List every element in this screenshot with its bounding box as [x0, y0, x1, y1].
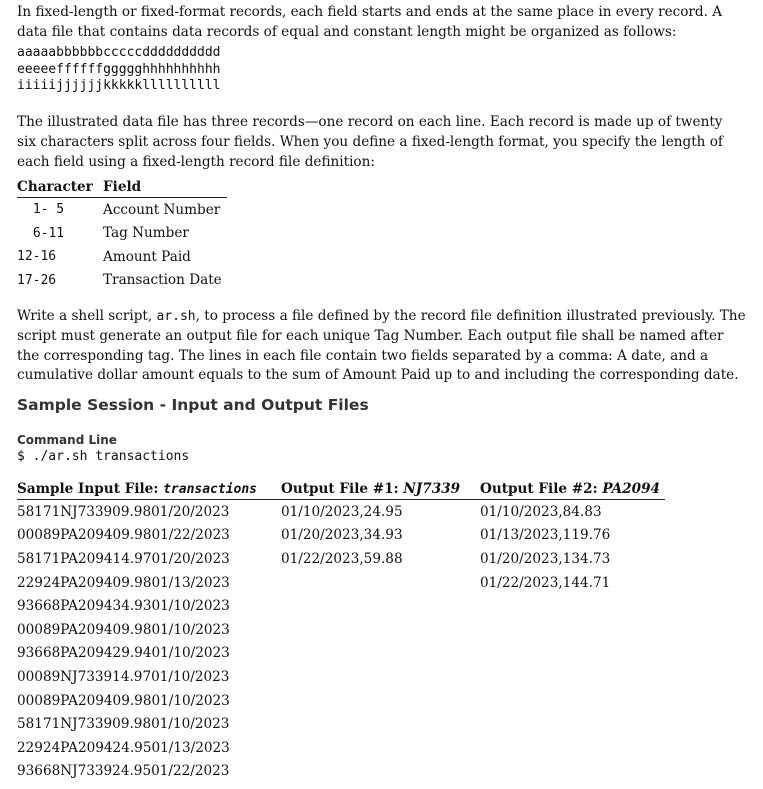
input-record: 93668PA209429.9401/10/2023: [17, 645, 230, 662]
table-row: [17, 500, 665, 524]
script-name: ar.sh: [156, 309, 196, 324]
header-field: Field: [103, 177, 227, 198]
table-row: [17, 665, 665, 689]
output-2-line: [480, 594, 665, 618]
field-name: Amount Paid: [103, 248, 191, 265]
output-2-line: [480, 736, 665, 760]
files-table: [17, 479, 665, 783]
table-row: [17, 618, 665, 642]
table-row: [17, 198, 227, 222]
output-2-line: [480, 618, 665, 642]
input-record: 58171PA209414.9701/20/2023: [17, 550, 230, 567]
table-row: [17, 760, 665, 784]
files-body: [17, 500, 665, 784]
section-heading: Sample Session - Input and Output Files: [17, 396, 369, 414]
table-row: [17, 736, 665, 760]
description-paragraph: The illustrated data file has three records—one record on each line. Each record is made up of twenty six characters split across four fields. When you define a fixed-length format, you specify the length of each field using a fixed-length record file definition:: [17, 114, 723, 170]
output-file-1-name: NJ7339: [403, 481, 461, 497]
output-1-line: [281, 689, 480, 713]
output-1-line: [281, 594, 480, 618]
files-header-row: [17, 479, 665, 500]
output-2-line: [480, 712, 665, 736]
task-paragraph: [17, 307, 747, 386]
output-1-line: [281, 712, 480, 736]
input-record: 58171NJ733909.9801/10/2023: [17, 716, 230, 733]
task-text-after: , to process a file defined by the record file definition illustrated previously. The script must generate an output file for each unique Tag Number. Each output file shall be named after the corresponding tag. The lines in each file contain two fields separated by a comma: A date, and a cumulative dollar amount equals to the sum of Amount Paid up to and including the corresponding date.: [17, 308, 746, 384]
field-name: Transaction Date: [103, 272, 222, 289]
char-range: 12-16: [17, 249, 57, 265]
field-name: Tag Number: [103, 225, 189, 242]
sample-line: iiiiijjjjjjkkkkkllllllllll: [17, 78, 221, 94]
output-2-line: [480, 689, 665, 713]
output-1-line: [281, 642, 480, 666]
output-1-line: [281, 760, 480, 784]
output-1-line: 01/20/2023,34.93: [281, 527, 403, 544]
output-1-line: [281, 665, 480, 689]
output-2-line: [480, 642, 665, 666]
output-1-line: 01/22/2023,59.88: [281, 550, 403, 567]
table-row: [17, 642, 665, 666]
output-2-line: 01/20/2023,134.73: [480, 550, 611, 567]
output-2-line: [480, 665, 665, 689]
input-record: 22924PA209424.9501/13/2023: [17, 739, 230, 756]
input-file-name: transactions: [163, 482, 258, 497]
input-file-label: Sample Input File:: [17, 481, 164, 497]
input-record: 00089PA209409.9801/10/2023: [17, 621, 230, 638]
output-1-line: 01/10/2023,24.95: [281, 503, 403, 520]
output-file-2-header: [480, 479, 665, 500]
output-2-line: 01/13/2023,119.76: [480, 527, 611, 544]
input-record: 00089NJ733914.9701/10/2023: [17, 668, 230, 685]
table-header-row: [17, 177, 227, 198]
command-label: Command Line: [17, 433, 117, 447]
table-row: [17, 245, 227, 269]
sample-data-block: [17, 45, 221, 95]
field-name: Account Number: [103, 201, 221, 218]
output-file-1-label: Output File #1:: [281, 481, 404, 497]
char-range: 1- 5: [25, 202, 65, 218]
output-2-line: 01/22/2023,144.71: [480, 574, 611, 591]
output-1-line: [281, 618, 480, 642]
header-character: Character: [17, 177, 103, 198]
intro-paragraph: In fixed-length or fixed-format records, each field starts and ends at the same place in every record. A data file that contains data records of equal and constant length might be organized as follows:: [17, 4, 723, 40]
output-1-line: [281, 736, 480, 760]
output-file-2-name: PA2094: [602, 481, 660, 497]
input-file-header: [17, 479, 281, 500]
table-row: [17, 269, 227, 293]
table-row: [17, 547, 665, 571]
input-record: 93668NJ733924.9501/22/2023: [17, 763, 230, 780]
table-row: [17, 689, 665, 713]
output-file-2-label: Output File #2:: [480, 481, 603, 497]
record-definition-table: [17, 177, 227, 292]
table-row: [17, 571, 665, 595]
table-row: [17, 594, 665, 618]
char-range: 17-26: [17, 272, 57, 288]
sample-line: aaaaabbbbbbcccccdddddddddd: [17, 45, 221, 60]
command-line: $ ./ar.sh transactions: [17, 449, 190, 464]
table-row: [17, 712, 665, 736]
table-row: [17, 524, 665, 548]
input-record: 22924PA209409.9801/13/2023: [17, 574, 230, 591]
char-range: 6-11: [25, 225, 65, 241]
task-text-before: Write a shell script,: [17, 308, 157, 324]
table-row: [17, 222, 227, 246]
output-1-line: [281, 571, 480, 595]
output-file-1-header: [281, 479, 480, 500]
output-2-line: 01/10/2023,84.83: [480, 503, 602, 520]
input-record: 00089PA209409.9801/22/2023: [17, 527, 230, 544]
input-record: 58171NJ733909.9801/20/2023: [17, 503, 230, 520]
input-record: 93668PA209434.9301/10/2023: [17, 598, 230, 615]
sample-line: eeeeeffffffggggghhhhhhhhhh: [17, 61, 221, 77]
input-record: 00089PA209409.9801/10/2023: [17, 692, 230, 709]
output-2-line: [480, 760, 665, 784]
